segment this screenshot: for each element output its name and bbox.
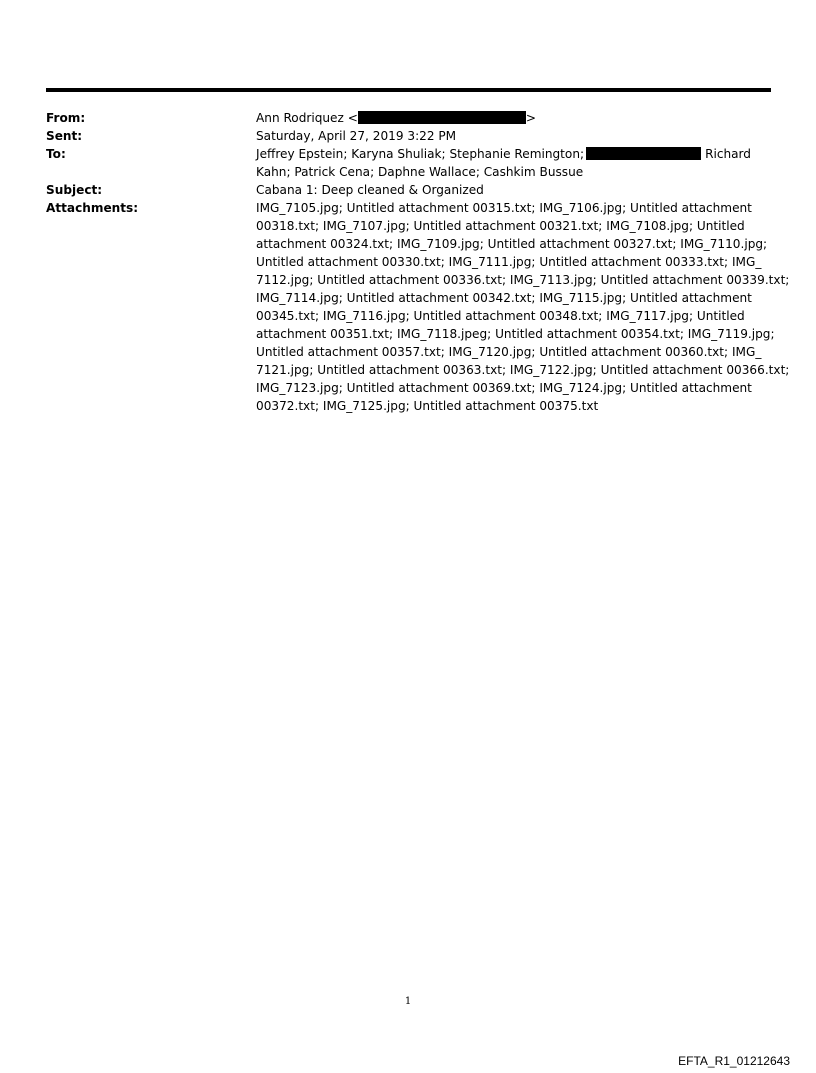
redacted-email — [358, 111, 526, 124]
redacted-recipient — [586, 147, 701, 160]
page-number: 1 — [404, 996, 412, 1007]
email-header — [46, 109, 790, 415]
to-label: To: — [46, 147, 66, 161]
document-id: EFTA_R1_01212643 — [678, 1054, 790, 1068]
from-label: From: — [46, 111, 86, 125]
sent-label: Sent: — [46, 129, 83, 143]
from-name: Ann Rodriquez < — [256, 111, 358, 125]
attachment-line: 7112.jpg; Untitled attachment 00336.txt; IMG_7113.jpg; Untitled attachment 00339.txt; — [256, 273, 790, 287]
subject-label: Subject: — [46, 183, 103, 197]
sent-row — [46, 127, 771, 145]
to-recipients-b: Richard — [705, 147, 751, 161]
from-row — [46, 109, 771, 127]
attachments-label: Attachments: — [46, 201, 139, 215]
subject-row — [46, 181, 771, 199]
attachment-line: attachment 00324.txt; IMG_7109.jpg; Untitled attachment 00327.txt; IMG_7110.jpg; — [256, 237, 768, 251]
attachment-line: Untitled attachment 00357.txt; IMG_7120.jpg; Untitled attachment 00360.txt; IMG_ — [256, 345, 762, 359]
to-value — [256, 145, 771, 181]
to-line-2: Kahn; Patrick Cena; Daphne Wallace; Cashkim Bussue — [256, 165, 584, 179]
attachments-row — [46, 199, 790, 415]
from-close: > — [525, 111, 536, 125]
subject-value: Cabana 1: Deep cleaned & Organized — [256, 183, 484, 197]
attachment-line: 7121.jpg; Untitled attachment 00363.txt; IMG_7122.jpg; Untitled attachment 00366.txt; — [256, 363, 790, 377]
from-value — [256, 109, 771, 127]
attachment-line: Untitled attachment 00330.txt; IMG_7111.jpg; Untitled attachment 00333.txt; IMG_ — [256, 255, 762, 269]
to-row — [46, 145, 771, 181]
header-divider — [46, 88, 771, 92]
to-line-1 — [256, 145, 771, 163]
attachment-line: IMG_7123.jpg; Untitled attachment 00369.txt; IMG_7124.jpg; Untitled attachment — [256, 381, 752, 395]
attachment-line: attachment 00351.txt; IMG_7118.jpeg; Untitled attachment 00354.txt; IMG_7119.jpg; — [256, 327, 775, 341]
attachment-line: 00345.txt; IMG_7116.jpg; Untitled attachment 00348.txt; IMG_7117.jpg; Untitled — [256, 309, 745, 323]
attachment-line: IMG_7105.jpg; Untitled attachment 00315.txt; IMG_7106.jpg; Untitled attachment — [256, 201, 752, 215]
attachment-line: IMG_7114.jpg; Untitled attachment 00342.txt; IMG_7115.jpg; Untitled attachment — [256, 291, 752, 305]
attachments-list — [256, 199, 790, 415]
attachment-line: 00318.txt; IMG_7107.jpg; Untitled attachment 00321.txt; IMG_7108.jpg; Untitled — [256, 219, 745, 233]
sent-value: Saturday, April 27, 2019 3:22 PM — [256, 129, 457, 143]
to-recipients-a: Jeffrey Epstein; Karyna Shuliak; Stephanie Remington; — [256, 147, 585, 161]
attachment-line: 00372.txt; IMG_7125.jpg; Untitled attachment 00375.txt — [256, 399, 599, 413]
